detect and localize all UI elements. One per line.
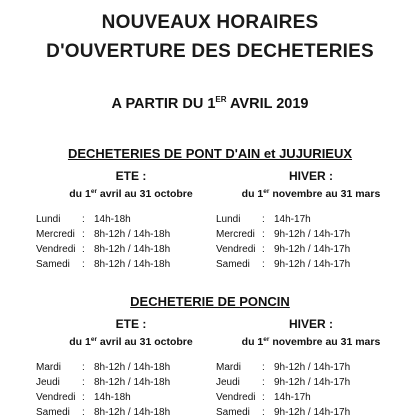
schedule-row [36,212,226,227]
winter-schedule-pont-dain [216,169,406,272]
title-line-1: NOUVEAUX HORAIRES [101,12,319,33]
range-prefix: du 1 [69,188,91,200]
range-suffix: avril au 31 octobre [97,188,193,200]
hours: 8h-12h / 14h-18h [94,362,171,373]
range-sup: er [90,188,98,195]
hours: 8h-12h / 14h-18h [94,229,171,240]
day-label: Vendredi [216,244,256,255]
range-sup: er [263,336,270,343]
hours: 9h-12h / 14h-17h [274,244,351,255]
day-label: Mardi [216,362,242,373]
separator: : [262,229,265,240]
summer-schedule-pont-dain [36,169,226,272]
separator: : [82,229,85,240]
hours: 8h-12h / 14h-18h [94,377,171,388]
summer-schedule-poncin [36,317,226,420]
separator: : [262,362,265,373]
day-label: Jeudi [36,377,60,388]
hours: 14h-17h [274,214,311,225]
separator: : [82,377,85,388]
section-title-poncin: DECHETERIE DE PONCIN [130,294,290,309]
schedule-rows [216,212,406,272]
schedule-row [36,227,226,242]
day-label: Jeudi [216,377,240,388]
day-label: Samedi [216,259,250,270]
hours: 8h-12h / 14h-18h [94,259,171,270]
schedule-row [216,257,406,272]
day-label: Mercredi [36,229,75,240]
separator: : [262,259,265,270]
season-label: HIVER : [288,169,333,183]
season-range [36,332,226,350]
separator: : [82,407,85,418]
schedule-row [216,375,406,390]
separator: : [82,392,85,403]
season-range [216,184,406,202]
schedule-row [216,242,406,257]
range-suffix: novembre au 31 mars [269,188,381,200]
separator: : [262,392,265,403]
schedule-row [216,227,406,242]
schedule-row [36,390,226,405]
schedule-rows [216,360,406,420]
season-label: ETE : [115,169,147,183]
day-label: Vendredi [216,392,256,403]
range-sup: er [263,188,270,195]
day-label: Samedi [216,407,250,418]
day-label: Mercredi [216,229,255,240]
schedule-row [36,405,226,420]
schedule-row [216,360,406,375]
hours: 9h-12h / 14h-17h [274,362,351,373]
separator: : [82,259,85,270]
separator: : [262,244,265,255]
hours: 14h-18h [94,214,131,225]
effective-date-sup: ER [215,95,227,104]
hours: 9h-12h / 14h-17h [274,377,351,388]
schedule-row [36,257,226,272]
effective-date-suffix: AVRIL 2019 [226,96,309,112]
schedule-row [216,212,406,227]
range-suffix: novembre au 31 mars [269,336,381,348]
schedule-row [216,405,406,420]
separator: : [262,214,265,225]
schedule-row [36,360,226,375]
hours: 8h-12h / 14h-18h [94,407,171,418]
season-range [36,184,226,202]
day-label: Lundi [36,214,61,225]
season-label: HIVER : [288,317,333,331]
separator: : [82,244,85,255]
day-label: Lundi [216,214,241,225]
hours: 8h-12h / 14h-18h [94,244,171,255]
separator: : [82,214,85,225]
range-suffix: avril au 31 octobre [97,336,193,348]
separator: : [262,377,265,388]
range-sup: er [90,336,98,343]
hours: 9h-12h / 14h-17h [274,229,351,240]
effective-date [0,95,420,112]
season-range [216,332,406,350]
effective-date-prefix: A PARTIR DU 1 [111,96,216,112]
day-label: Samedi [36,407,70,418]
separator: : [262,407,265,418]
schedule-row [36,375,226,390]
title-line-2: D'OUVERTURE DES DECHETERIES [46,41,374,62]
separator: : [82,362,85,373]
day-label: Vendredi [36,244,76,255]
hours: 14h-17h [274,392,311,403]
section-title-pont-dain: DECHETERIES DE PONT D'AIN et JUJURIEUX [67,146,353,161]
schedule-row [36,242,226,257]
range-prefix: du 1 [69,336,91,348]
hours: 9h-12h / 14h-17h [274,259,351,270]
winter-schedule-poncin [216,317,406,420]
schedule-row [216,390,406,405]
day-label: Mardi [36,362,62,373]
schedule-rows [36,212,226,272]
schedule-rows [36,360,226,420]
season-label: ETE : [115,317,147,331]
day-label: Samedi [36,259,70,270]
range-prefix: du 1 [241,188,264,200]
day-label: Vendredi [36,392,76,403]
range-prefix: du 1 [241,336,264,348]
hours: 14h-18h [94,392,131,403]
hours: 9h-12h / 14h-17h [274,407,351,418]
